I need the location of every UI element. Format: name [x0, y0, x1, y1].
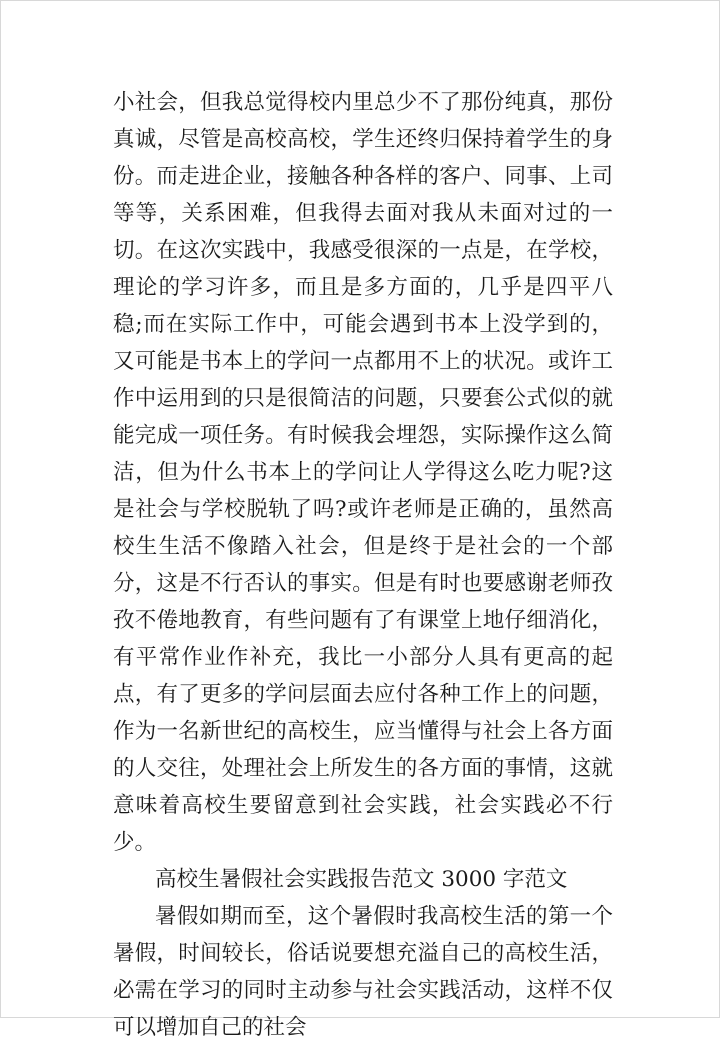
body-paragraph-continued: 小社会，但我总觉得校内里总少不了那份纯真，那份真诚，尽管是高校高校，学生还终归保持着学生的身份。而走进企业，接触各种各样的客户、同事、上司等等，关系困难，但我得去面对我从未面对过的一切。在这次实践中，我感受很深的一点是，在学校，理论的学习许多，而且是多方面的，几乎是四平八稳;而在实际工作中，可能会遇到书本上没学到的，又可能是书本上的学问一点都用不上的状况。或许工作中运用到的只是很简洁的问题，只要套公式似的就能完成一项任务。有时候我会埋怨，实际操作这么简洁，但为什么书本上的学问让人学得这么吃力呢?这是社会与学校脱轨了吗?或许老师是正确的，虽然高校生生活不像踏入社会，但是终于是社会的一个部分，这是不行否认的事实。但是有时也要感谢老师孜孜不倦地教育，有些问题有了有课堂上地仔细消化，有平常作业作补充，我比一小部分人具有更高的起点，有了更多的学问层面去应付各种工作上的问题，作为一名新世纪的高校生，应当懂得与社会上各方面的人交往，处理社会上所发生的各方面的事情，这就意味着高校生要留意到社会实践，社会实践必不行少。: [113, 90, 613, 855]
section-heading: 高校生暑假社会实践报告范文 3000 字范文: [155, 867, 568, 892]
body-paragraph: 暑假如期而至，这个暑假时我高校生活的第一个暑假，时间较长，俗话说要想充溢自己的高校生活，必需在学习的同时主动参与社会实践活动，这样不仅可以增加自己的社会: [113, 904, 613, 1040]
document-body: [113, 84, 613, 1046]
